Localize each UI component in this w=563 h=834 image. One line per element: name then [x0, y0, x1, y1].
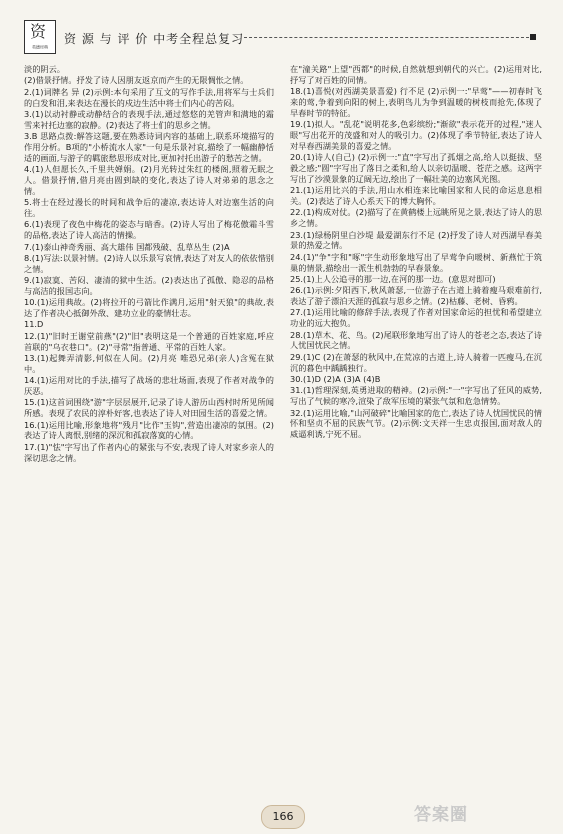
logo-mark: 资 — [30, 22, 47, 41]
answer-paragraph: 8.(1)写法:以景衬情。(2)诗人以乐景写哀情,表达了对友人的依依惜别之情。 — [24, 252, 274, 274]
answer-paragraph: 22.(1)构成对仗。(2)描写了在黄鹤楼上远眺所见之景,表达了诗人的思乡之情。 — [290, 207, 542, 229]
logo-caption: 英德经典 — [31, 45, 48, 51]
answer-paragraph: 12.(1)"旧时王谢堂前燕"(2)"旧"表明这是一个普通的百姓家庭,呼应首联的"乌衣巷口"。(2)"寻常"指普通、平常的百姓人家。 — [24, 330, 274, 352]
page-header — [0, 0, 563, 58]
publisher-logo — [24, 20, 56, 54]
answer-paragraph: 30.(1)D (2)A (3)A (4)B — [290, 374, 381, 385]
answer-paragraph: 3.B 思路点拨:解答这题,要在熟悉诗词内容的基础上,联系环境描写的作用分析。B项的"小桥流水人家"一句是乐景衬哀,描绘了一幅幽静恬适的画面,与游子的羁旅愁思形成对比,更加衬托出游子的愁苦之情。 — [24, 131, 274, 163]
answer-paragraph: 在"潼关路"上望"西都"的时候,自然就想到朝代的兴亡。(2)运用对比,抒写了对百姓的同情。 — [290, 64, 542, 85]
header-square-icon — [530, 34, 536, 40]
answer-paragraph: 15.(1)这首词围绕"游"字层层展开,记录了诗人游历山西村时所见所闻所感。表现了农民的淳朴好客,也表达了诗人对田园生活的喜爱之情。 — [24, 397, 274, 419]
answer-paragraph: 19.(1)拟人。"乱花"说明花多,色彩缤纷;"渐欲"表示花开的过程,"迷人眼"写出花开的茂盛和对人的吸引力。(2)体现了季节特征,表达了诗人对早春西湖美景的喜爱之情。 — [290, 119, 542, 151]
answer-paragraph: 27.(1)运用比喻的修辞手法,表现了作者对国家命运的担忧和希望建立功业的远大抱负。 — [290, 307, 542, 329]
answer-paragraph: 23.(1)绿杨阴里白沙堤 最爱湖东行不足 (2)抒发了诗人对西湖早春美景的热爱之情。 — [290, 229, 542, 251]
header-divider — [244, 37, 529, 38]
answer-paragraph: 20.(1)诗人(自己) (2)示例一:"直"字写出了孤烟之高,给人以挺拔、坚毅之感;"圆"字写出了落日之柔和,给人以亲切温暖、苍茫之感。这两字写出了沙漠景象的辽阔无边,绘出了一幅壮美的边塞风光图。 — [290, 152, 542, 184]
answer-paragraph: 14.(1)运用对比的手法,描写了战场的悲壮场面,表现了作者对战争的厌恶。 — [24, 375, 274, 397]
answer-paragraph: 10.(1)运用典故。(2)将拉开的弓箭比作满月,运用"射天狼"的典故,表达了作者决心抵御外敌、建功立业的豪情壮志。 — [24, 297, 274, 319]
answer-paragraph: 6.(1)表现了夜色中梅花的姿态与暗香。(2)诗人写出了梅花傲霜斗雪的品格,表达了诗人高洁的情操。 — [24, 219, 274, 241]
answer-paragraph: 11.D — [24, 319, 44, 330]
right-column — [290, 64, 542, 804]
page-number: 166 — [261, 805, 305, 829]
watermark: 答案圈 — [414, 805, 468, 825]
answer-paragraph: 13.(1)起舞弄清影,何似在人间。(2)月亮 唯恐兄弟(亲人)含冤在狱中。 — [24, 353, 274, 374]
answer-paragraph: 31.(1)哲理深刻,英勇进取的精神。(2)示例:"一"字写出了狂风的威势,写出了气候的寒冷,渲染了敌军压境的紧张气氛和危急情势。 — [290, 385, 542, 407]
answer-paragraph: 28.(1)草木、花、鸟。(2)尾联形象地写出了诗人的苍老之态,表达了诗人忧国忧民之情。 — [290, 329, 542, 351]
answer-paragraph: 淡的阴云。 — [24, 64, 65, 74]
answer-paragraph: 26.(1)示例:夕阳西下,秋风萧瑟,一位游子在古道上骑着瘦马艰难前行,表达了游子漂泊天涯的孤寂与思乡之情。(2)枯藤、老树、昏鸦。 — [290, 285, 542, 307]
answer-paragraph: 17.(1)"怯"字写出了作者内心的紧张与不安,表现了诗人对家乡亲人的深切思念之情。 — [24, 441, 274, 463]
answer-paragraph: 4.(1)人但愿长久,千里共婵娟。(2)月光转过朱红的楼阁,照着无眠之人。借景抒情,借月亮由圆到缺的变化,表达了诗人对弟弟的思念之情。 — [24, 164, 274, 196]
answer-paragraph: 3.(1)以动衬静或动静结合的表现手法,通过悠悠的羌管声和满地的霜雪来衬托边塞的寂静。(2)表达了将士们的思乡之情。 — [24, 108, 274, 130]
answer-paragraph: 9.(1)寂寞、苦闷、凄清的狱中生活。(2)表达出了孤傲、隐忍的品格与高洁的报国志向。 — [24, 275, 274, 296]
answer-paragraph: (2)借景抒情。抒发了诗人因朋友返京而产生的无限惆怅之情。 — [24, 75, 249, 86]
left-column — [24, 64, 274, 804]
answer-paragraph: 16.(1)运用比喻,形象地将"残月"比作"玉钩",营造出凄凉的氛围。(2)表达了诗人离恨,别绪的深沉和孤寂落寞的心情。 — [24, 419, 274, 441]
answer-paragraph: 21.(1)运用比兴的手法,用山水相连来比喻国家和人民的命运息息相关。(2)表达了诗人心系天下的博大胸怀。 — [290, 185, 542, 206]
answer-paragraph: 32.(1)运用比喻,"山河破碎"比喻国家的危亡,表达了诗人忧国忧民的情怀和坚贞不屈的民族气节。(2)示例:文天祥一生忠贞报国,面对敌人的威逼利诱,宁死不屈。 — [290, 407, 542, 440]
answer-paragraph: 25.(1)上人公追寻的那一边,在河的那一边。(意思对即可) — [290, 273, 496, 284]
answer-paragraph: 29.(1)C (2)在萧瑟的秋风中,在荒凉的古道上,诗人骑着一匹瘦马,在沉沉的暮色中踽踽独行。 — [290, 351, 542, 373]
answer-paragraph: 5.将士在经过漫长的时间和战争后的凄凉,表达诗人对边塞生活的向往。 — [24, 197, 274, 218]
book-title: 资 源 与 评 价 中考全程总复习 — [64, 32, 245, 46]
answer-paragraph: 18.(1)喜悦(对西湖美景喜爱) 行不足 (2)示例一:"早莺"——初春时飞来的莺,争着到向阳的树上,表明鸟儿为争到温暖的树枝而抢先,体现了早春时节的特征。 — [290, 86, 542, 118]
answer-paragraph: 2.(1)词牌名 异 (2)示例:本句采用了互文的写作手法,用将军与士兵们的白发和泪,来表达在漫长的戍边生活中将士们内心的苦闷。 — [24, 86, 274, 108]
answer-paragraph: 7.(1)泰山神奇秀丽、高大雄伟 国都残破、乱草丛生 (2)A — [24, 241, 230, 252]
answer-paragraph: 24.(1)"争"字和"啄"字生动形象地写出了早莺争向暖树、新燕忙于筑巢的情景,描绘出一派生机勃勃的早春景象。 — [290, 251, 542, 273]
